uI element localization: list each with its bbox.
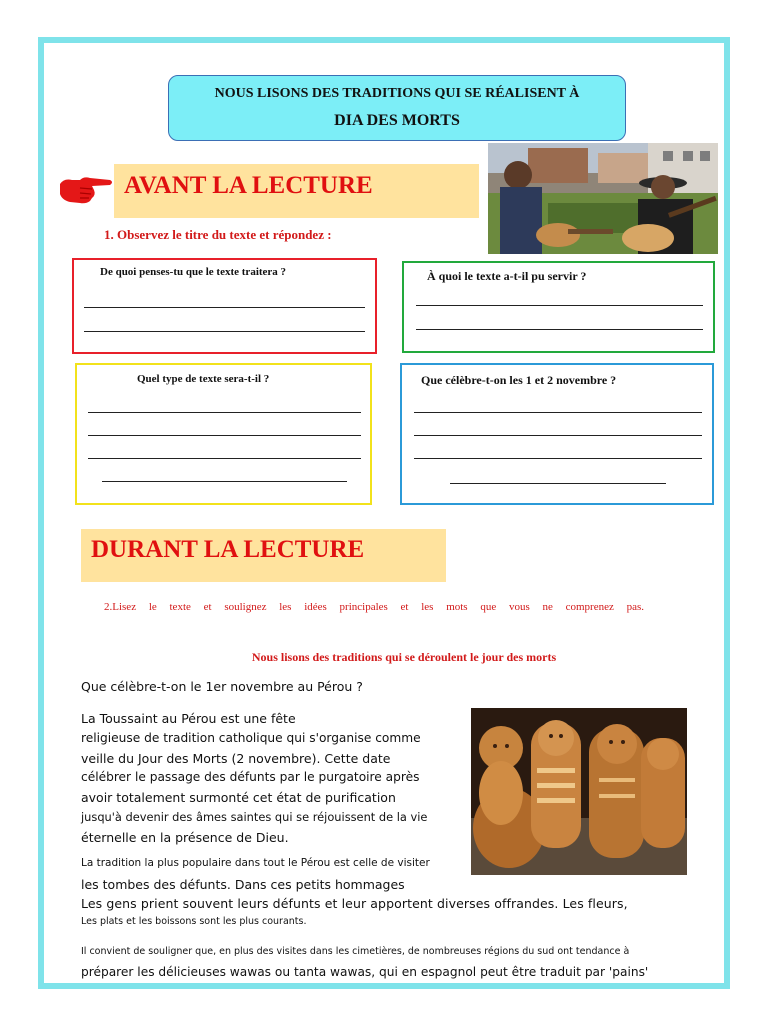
text-line: religieuse de tradition catholique qui s'organise comme [81,730,421,745]
text-line: éternelle en la présence de Dieu. [81,829,289,845]
reading-paragraph-1 [81,709,476,848]
answer-box-1 [72,258,377,354]
bread-wawas-photo [471,708,687,875]
reading-paragraph-2-line-2: les tombes des défunts. Dans ces petits hommages [81,877,405,892]
answer-box-3-question: Quel type de texte sera-t-il ? [137,373,270,385]
answer-box-2 [402,261,715,353]
text-line: célébrer le passage des défunts par le purgatoire après [81,770,420,785]
text-line: avoir totalement surmonté cet état de purification [81,790,396,806]
instruction-word: soulignez [224,601,267,613]
answer-line[interactable] [414,458,702,459]
title-line-1: NOUS LISONS DES TRADITIONS QUI SE RÉALISENT À [214,86,580,101]
answer-box-1-question: De quoi penses-tu que le texte traitera ? [100,266,287,278]
reading-question: Que célèbre-t-on le 1er novembre au Pérou ? [81,679,363,694]
reading-subtitle: Nous lisons des traditions qui se déroulent le jour des morts [251,650,557,664]
answer-box-4 [400,363,714,505]
text-line: La Toussaint au Pérou est une fête [81,711,296,726]
answer-line[interactable] [88,458,361,459]
pointing-hand-icon [58,168,114,208]
answer-line[interactable] [416,305,703,306]
instruction-word: que [480,601,497,613]
answer-line[interactable] [102,481,347,482]
reading-paragraph-2-line-4: Les plats et les boissons sont les plus courants. [81,916,307,927]
instruction-word: vous [508,601,530,613]
durant-heading: DURANT LA LECTURE [91,536,365,563]
answer-box-3 [75,363,372,505]
reading-paragraph-3-line-2: préparer les délicieuses wawas ou tanta wawas, qui en espagnol peut être traduit par 'pains' [81,965,649,979]
text-line: veille du Jour des Morts (2 novembre). Cette date [81,750,391,766]
instruction-word: mots [446,601,468,613]
answer-line[interactable] [416,329,703,330]
instruction-word: et [400,601,409,613]
instruction-word: pas. [626,601,644,613]
instruction-word: les [279,601,292,613]
question-1-prompt: 1. Observez le titre du texte et répondez : [104,227,332,242]
instruction-word: comprenez [565,601,614,613]
answer-line[interactable] [414,435,702,436]
answer-line[interactable] [84,331,365,332]
instruction-word: les [421,601,434,613]
title-line-2: DIA DES MORTS [334,112,460,129]
avant-banner [114,164,479,218]
text-line: jusqu'à devenir des âmes saintes qui se réjouissent de la vie [81,809,428,824]
reading-paragraph-2-line-1: La tradition la plus populaire dans tout le Pérou est celle de visiter [81,857,430,869]
instruction-word: ne [542,601,553,613]
answer-line[interactable] [88,412,361,413]
answer-line[interactable] [88,435,361,436]
reading-paragraph-3-line-1: Il convient de souligner que, en plus des visites dans les cimetières, de nombreuses régions du sud ont tendance à [81,946,630,957]
instruction-word: idées [304,601,327,613]
instruction-word: 2.Lisez [104,601,137,613]
avant-heading: AVANT LA LECTURE [124,172,373,199]
answer-line[interactable] [414,412,702,413]
durant-banner [81,529,446,582]
instruction-word: le [148,601,157,613]
answer-box-4-question: Que célèbre-t-on les 1 et 2 novembre ? [421,373,617,387]
musicians-photo [488,143,718,254]
instruction-word: texte [169,601,191,613]
answer-box-2-question: À quoi le texte a-t-il pu servir ? [427,269,587,283]
title-box [168,75,626,141]
answer-line[interactable] [84,307,365,308]
answer-line[interactable] [450,483,666,484]
instruction-word: principales [339,601,388,613]
reading-paragraph-2-line-3: Les gens prient souvent leurs défunts et leur apportent diverses offrandes. Les fleurs, [81,896,628,911]
reading-instruction [104,601,644,613]
instruction-word: et [203,601,212,613]
